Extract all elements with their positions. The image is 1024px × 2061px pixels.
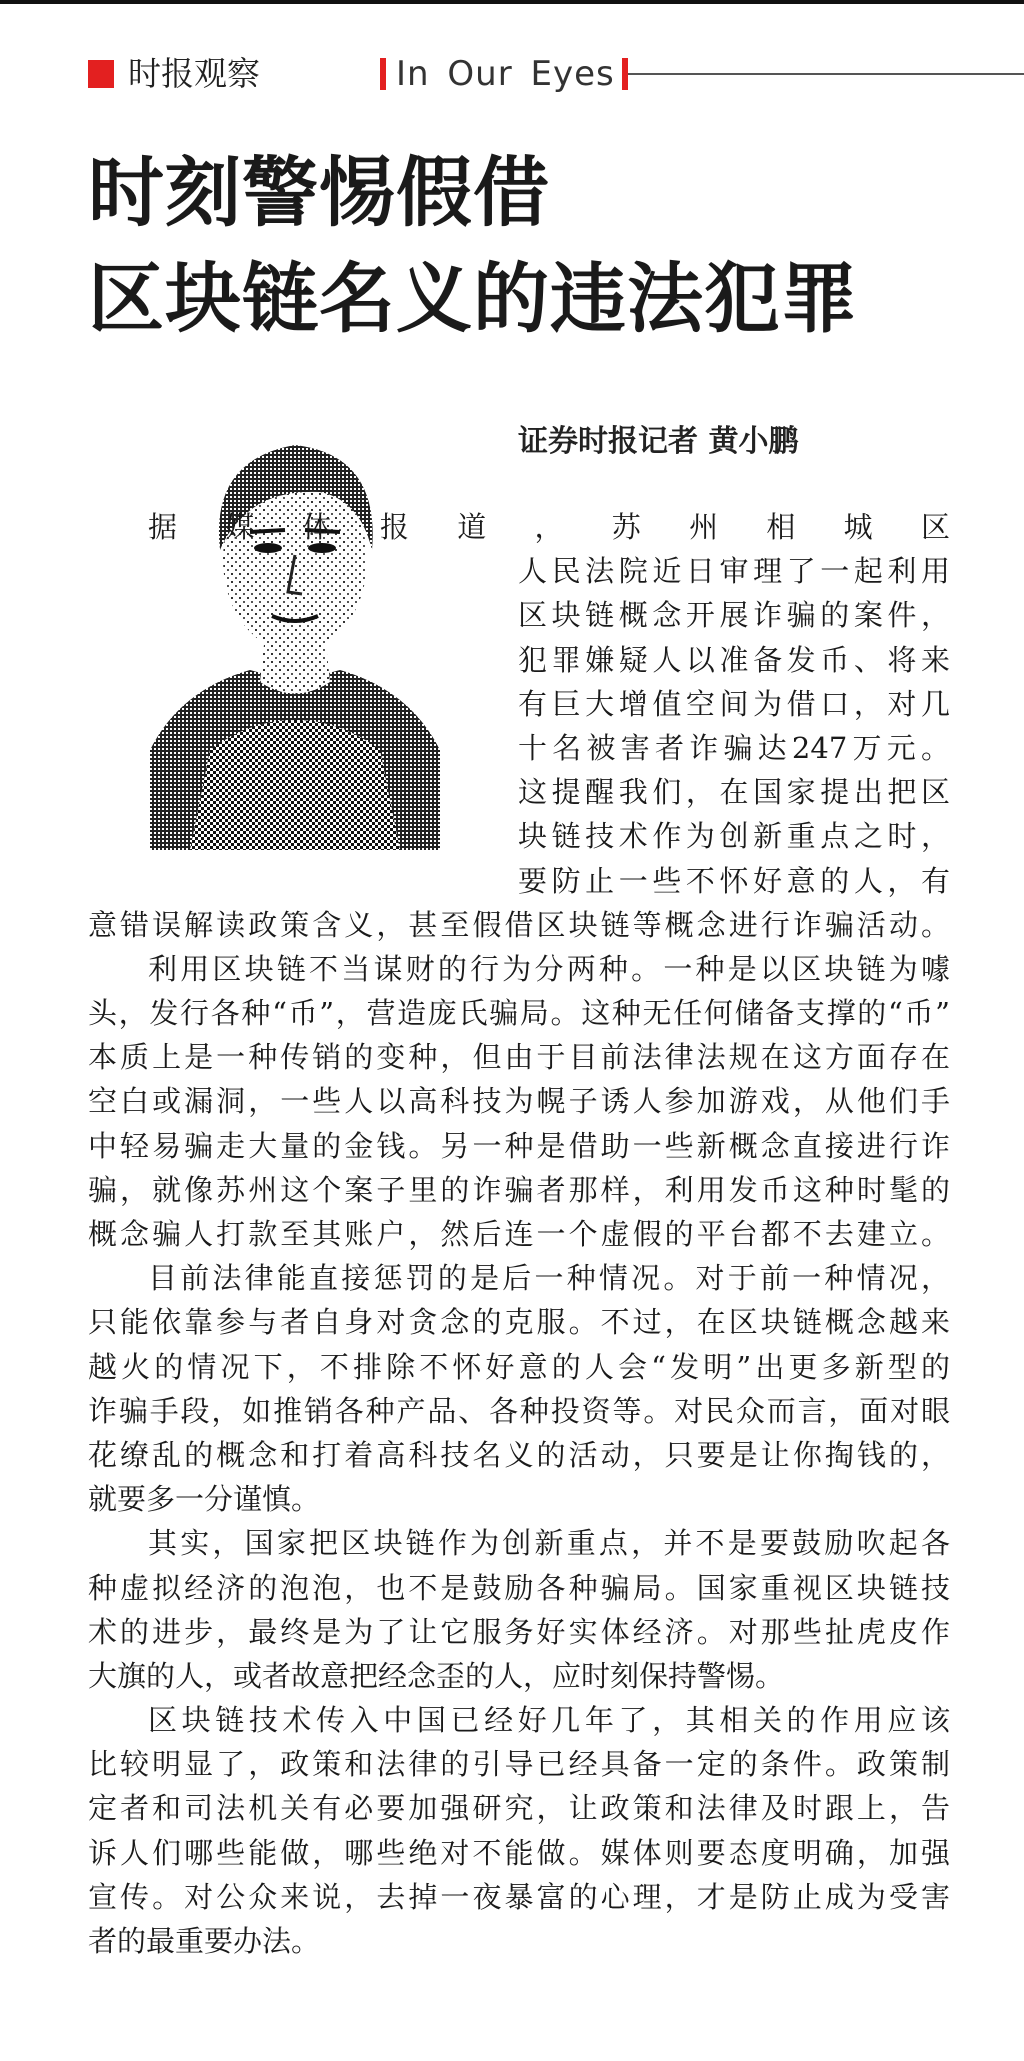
- body-line: 利用区块链不当谋财的行为分两种。一种是以区块链为噱: [148, 951, 950, 986]
- headline: [88, 140, 968, 352]
- body-line: 犯罪嫌疑人以准备发币、将来: [518, 642, 950, 677]
- body-line: 目前法律能直接惩罚的是后一种情况。对于前一种情况，: [148, 1261, 950, 1296]
- body-line: 本质上是一种传销的变种，但由于目前法律法规在这方面存在: [88, 1040, 950, 1075]
- body-line: 比较明显了，政策和法律的引导已经具备一定的条件。政策制: [88, 1747, 950, 1782]
- body-line: 宣传。对公众来说，去掉一夜暴富的心理，才是防止成为受害: [88, 1879, 950, 1914]
- column-separator: [380, 58, 386, 90]
- body-line: 定者和司法机关有必要加强研究，让政策和法律及时跟上，告: [88, 1791, 950, 1826]
- body-line: 骗，就像苏州这个案子里的诈骗者那样，利用发币这种时髦的: [88, 1172, 950, 1207]
- column-name-en: In Our Eyes: [396, 54, 615, 94]
- body-line: 种虚拟经济的泡泡，也不是鼓励各种骗局。国家重视区块链技: [88, 1570, 950, 1605]
- body-line: 空白或漏洞，一些人以高科技为幌子诱人参加游戏，从他们手: [88, 1084, 950, 1119]
- headline-line-1: 时刻警惕假借: [88, 148, 550, 237]
- body-line: 块链技术作为创新重点之时，: [518, 819, 950, 854]
- column-name-cn: 时报观察: [128, 54, 260, 93]
- column-rule: [628, 73, 1024, 75]
- body-line: 大旗的人，或者故意把经念歪的人，应时刻保持警惕。: [88, 1658, 785, 1693]
- body-line: 术的进步，最终是为了让它服务好实体经济。对那些扯虎皮作: [88, 1614, 950, 1649]
- body-line: 有巨大增值空间为借口，对几: [518, 686, 950, 721]
- byline: 证券时报记者 黄小鹏: [518, 424, 799, 459]
- body-line: 人民法院近日审理了一起利用: [518, 554, 950, 589]
- body-line: 中轻易骗走大量的金钱。另一种是借助一些新概念直接进行诈: [88, 1128, 950, 1163]
- body-line: 诉人们哪些能做，哪些绝对不能做。媒体则要态度明确，加强: [88, 1835, 950, 1870]
- body-line: 者的最重要办法。: [88, 1924, 321, 1958]
- body-line: 诈骗手段，如推销各种产品、各种投资等。对民众而言，面对眼: [88, 1393, 950, 1428]
- body-line: 头，发行各种“币”，营造庞氏骗局。这种无任何储备支撑的“币”: [88, 996, 950, 1031]
- body-line: 只能依靠参与者自身对贪念的克服。不过，在区块链概念越来: [88, 1305, 950, 1340]
- body-line: 区块链概念开展诈骗的案件，: [518, 598, 950, 633]
- headline-line-2: 区块链名义的违法犯罪: [88, 254, 858, 343]
- top-rule: [0, 0, 1024, 4]
- body-line: 据媒体报道，苏州相城区: [148, 510, 950, 544]
- body-line: 就要多一分谨慎。: [88, 1482, 321, 1517]
- body-line: 概念骗人打款至其账户，然后连一个虚假的平台都不去建立。: [88, 1217, 950, 1251]
- column-header: [88, 52, 938, 96]
- column-marker-block: [88, 60, 114, 88]
- body-line: 要防止一些不怀好意的人，有: [518, 863, 950, 898]
- body-line: 花缭乱的概念和打着高科技名义的活动，只要是让你掏钱的，: [88, 1437, 950, 1472]
- body-line: 十名被害者诈骗达247万元。: [518, 730, 950, 765]
- body-line: 越火的情况下，不排除不怀好意的人会“发明”出更多新型的: [88, 1349, 950, 1384]
- body-line: 区块链技术传入中国已经好几年了，其相关的作用应该: [148, 1703, 950, 1738]
- body-line: 这提醒我们，在国家提出把区: [518, 775, 950, 810]
- article-body: [88, 505, 950, 1963]
- body-line: 意错误解读政策含义，甚至假借区块链等概念进行诈骗活动。: [88, 907, 950, 942]
- body-line: 其实，国家把区块链作为创新重点，并不是要鼓励吹起各: [148, 1526, 950, 1561]
